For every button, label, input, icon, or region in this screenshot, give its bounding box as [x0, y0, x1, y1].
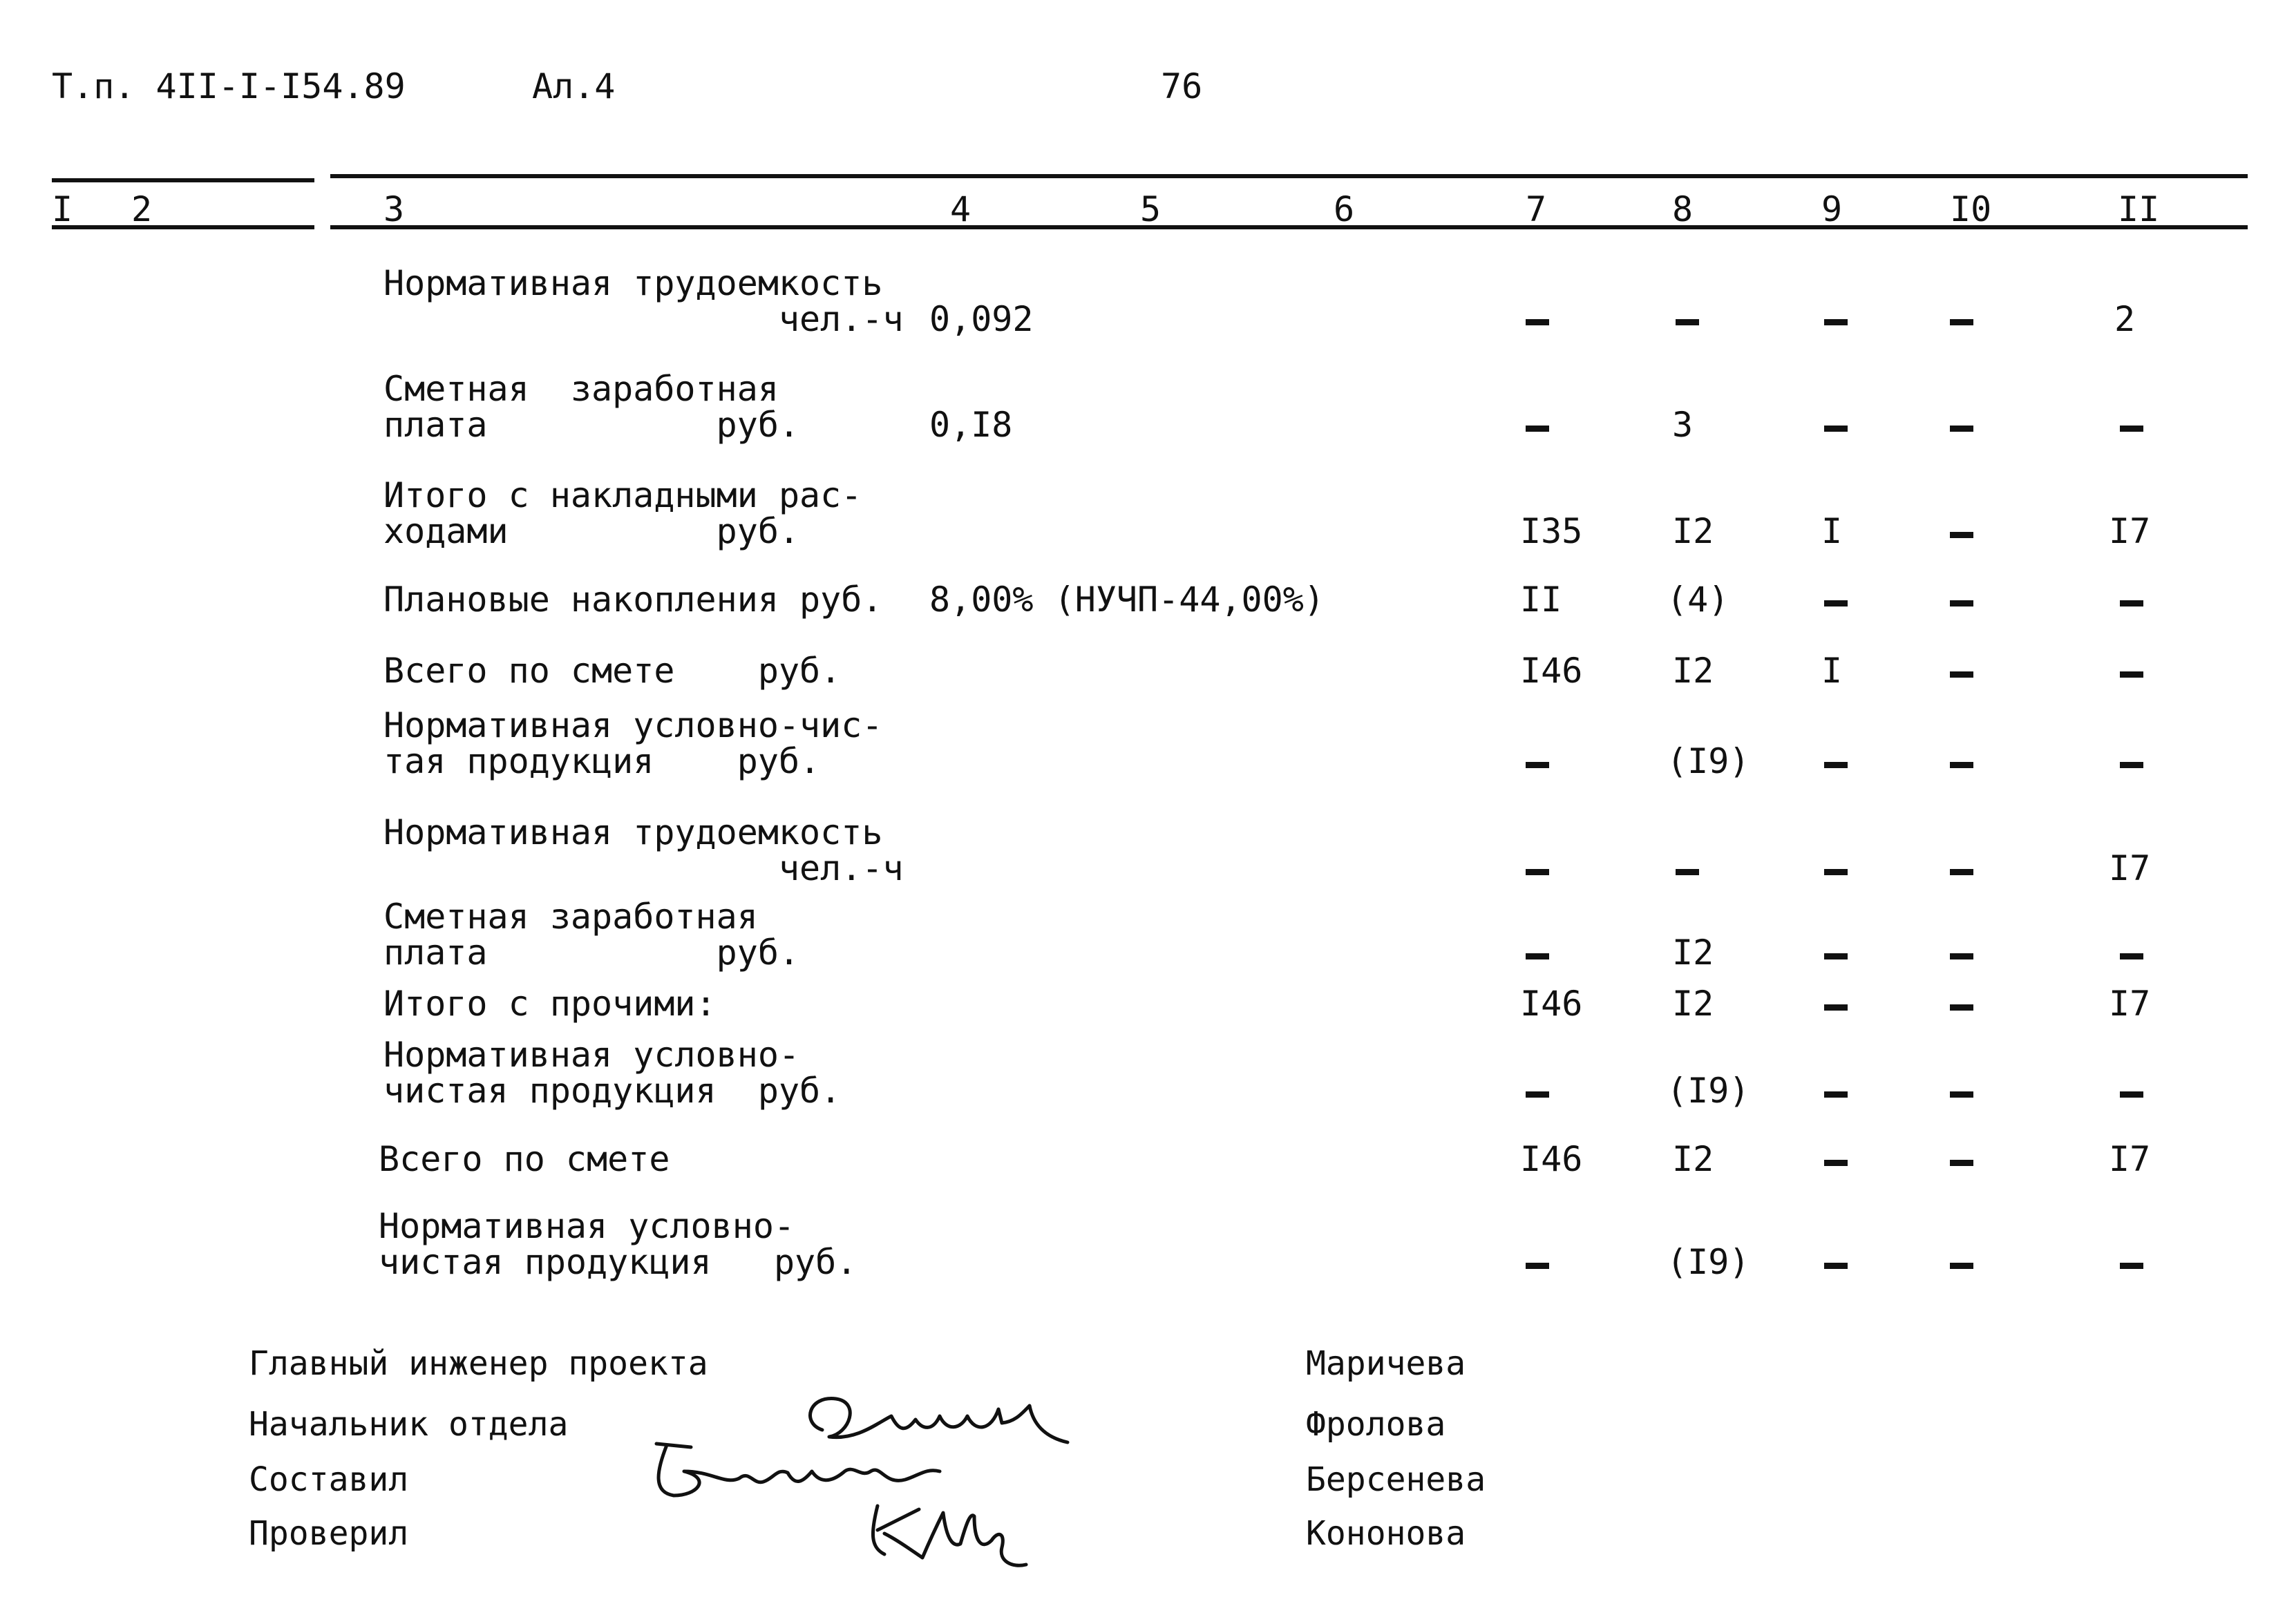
- row-label-cont: тая продукция руб.: [383, 741, 821, 781]
- cell-col9-dash: [1824, 1160, 1848, 1166]
- cell-col9-dash: [1824, 600, 1848, 606]
- row-label: Сметная заработная: [383, 369, 779, 409]
- cell-col8: I2: [1672, 1139, 1714, 1179]
- signature-name: Фролова: [1306, 1405, 1446, 1444]
- cell-col7: I46: [1520, 651, 1583, 691]
- row-label-cont: плата руб.: [383, 405, 800, 445]
- cell-col8: (I9): [1667, 1071, 1750, 1111]
- cell-col9-dash: [1824, 869, 1848, 875]
- cell-col9-dash: [1824, 1263, 1848, 1269]
- cell-col8: I2: [1672, 511, 1714, 551]
- cell-col11: I7: [2109, 511, 2151, 551]
- row-label-cont: плата руб.: [383, 933, 800, 973]
- cell-col10-dash: [1950, 426, 1973, 432]
- cell-col11: 2: [2114, 299, 2136, 339]
- row-label-cont: чел.-ч: [383, 299, 904, 339]
- signature-role: Главный инженер проекта: [249, 1344, 708, 1383]
- cell-col9-dash: [1824, 426, 1848, 432]
- cell-col10-dash: [1950, 671, 1973, 678]
- cell-col7: I35: [1520, 511, 1583, 551]
- page-number: 76: [1161, 66, 1203, 106]
- cell-col8: (I9): [1667, 741, 1750, 781]
- cell-col11: I7: [2109, 1139, 2151, 1179]
- cell-col9-dash: [1824, 762, 1848, 768]
- row-label: Сметная заработная: [383, 897, 758, 937]
- cell-col9-dash: [1824, 953, 1848, 959]
- column-header-5: 5: [1140, 189, 1162, 229]
- cell-col8: (I9): [1667, 1242, 1750, 1282]
- cell-col7-dash: [1526, 1263, 1549, 1269]
- row-label: Нормативная условно-: [383, 1035, 800, 1075]
- table-header-rule: [52, 225, 314, 229]
- cell-col10-dash: [1950, 1091, 1973, 1098]
- cell-col8-dash: [1676, 319, 1699, 325]
- cell-col9: I: [1821, 511, 1843, 551]
- cell-col7-dash: [1526, 762, 1549, 768]
- cell-col11: I7: [2109, 984, 2151, 1024]
- cell-col4: 0,I8: [929, 405, 1013, 445]
- cell-col11-dash: [2120, 600, 2143, 606]
- cell-col7: II: [1520, 580, 1562, 620]
- signature-role: Проверил: [249, 1514, 409, 1553]
- column-header-3: 3: [383, 189, 405, 229]
- row-label: Итого с прочими:: [383, 984, 717, 1024]
- row-label-cont: чистая продукция руб.: [383, 1071, 842, 1111]
- signature-name: Кононова: [1306, 1514, 1466, 1553]
- cell-col11-dash: [2120, 426, 2143, 432]
- column-header-11: II: [2118, 189, 2160, 229]
- row-label-cont: ходами руб.: [383, 511, 800, 551]
- row-label: Итого с накладными рас-: [383, 475, 862, 515]
- cell-col11-dash: [2120, 762, 2143, 768]
- column-header-8: 8: [1672, 189, 1694, 229]
- cell-col11-dash: [2120, 671, 2143, 678]
- cell-col11: I7: [2109, 848, 2151, 888]
- cell-col8: I2: [1672, 651, 1714, 691]
- cell-col8: 3: [1672, 405, 1694, 445]
- cell-col9-dash: [1824, 319, 1848, 325]
- cell-col7-dash: [1526, 869, 1549, 875]
- column-header-1: I: [52, 189, 73, 229]
- column-header-6: 6: [1334, 189, 1355, 229]
- row-label: Нормативная условно-чис-: [383, 705, 883, 745]
- cell-col9-dash: [1824, 1004, 1848, 1011]
- column-header-9: 9: [1821, 189, 1843, 229]
- row-label-cont: чел.-ч: [383, 848, 904, 888]
- cell-col7-dash: [1526, 426, 1549, 432]
- cell-col8-dash: [1676, 869, 1699, 875]
- cell-col4: 0,092: [929, 299, 1034, 339]
- column-header-4: 4: [950, 189, 971, 229]
- cell-col10-dash: [1950, 532, 1973, 538]
- cell-col10-dash: [1950, 319, 1973, 325]
- cell-col9: I: [1821, 651, 1843, 691]
- signature-name: Маричева: [1306, 1344, 1466, 1383]
- cell-col7: I46: [1520, 984, 1583, 1024]
- row-label: Всего по смете руб.: [383, 651, 842, 691]
- column-header-2: 2: [131, 189, 153, 229]
- table-top-rule: [52, 178, 314, 182]
- row-label: Нормативная трудоемкость: [383, 263, 883, 303]
- cell-col11-dash: [2120, 1091, 2143, 1098]
- cell-col8: I2: [1672, 984, 1714, 1024]
- cell-col9-dash: [1824, 1091, 1848, 1098]
- signature-role: Составил: [249, 1460, 409, 1499]
- row-label: Нормативная трудоемкость: [383, 812, 883, 852]
- cell-col10-dash: [1950, 1160, 1973, 1166]
- cell-col10-dash: [1950, 762, 1973, 768]
- cell-col7-dash: [1526, 319, 1549, 325]
- cell-col10-dash: [1950, 953, 1973, 959]
- cell-col10-dash: [1950, 869, 1973, 875]
- cell-col10-dash: [1950, 1004, 1973, 1011]
- cell-col7-dash: [1526, 953, 1549, 959]
- cell-col11-dash: [2120, 1263, 2143, 1269]
- cell-col10-dash: [1950, 600, 1973, 606]
- row-label-cont: чистая продукция руб.: [379, 1242, 857, 1282]
- column-header-10: I0: [1950, 189, 1992, 229]
- cell-col8: I2: [1672, 933, 1714, 973]
- cell-col4: 8,00% (НУЧП-44,00%): [929, 580, 1325, 620]
- handwritten-signature-kononova: [857, 1492, 1036, 1575]
- table-top-rule: [330, 174, 2248, 178]
- document-code: Т.п. 4II-I-I54.89: [52, 66, 406, 106]
- cell-col11-dash: [2120, 953, 2143, 959]
- row-label: Всего по смете: [379, 1139, 670, 1179]
- album-number: Ал.4: [532, 66, 616, 106]
- column-header-7: 7: [1526, 189, 1547, 229]
- cell-col8: (4): [1667, 580, 1729, 620]
- cell-col7-dash: [1526, 1091, 1549, 1098]
- cell-col10-dash: [1950, 1263, 1973, 1269]
- row-label: Плановые накопления руб.: [383, 580, 883, 620]
- signature-role: Начальник отдела: [249, 1405, 569, 1444]
- cell-col7: I46: [1520, 1139, 1583, 1179]
- row-label: Нормативная условно-: [379, 1206, 795, 1246]
- signature-name: Берсенева: [1306, 1460, 1486, 1499]
